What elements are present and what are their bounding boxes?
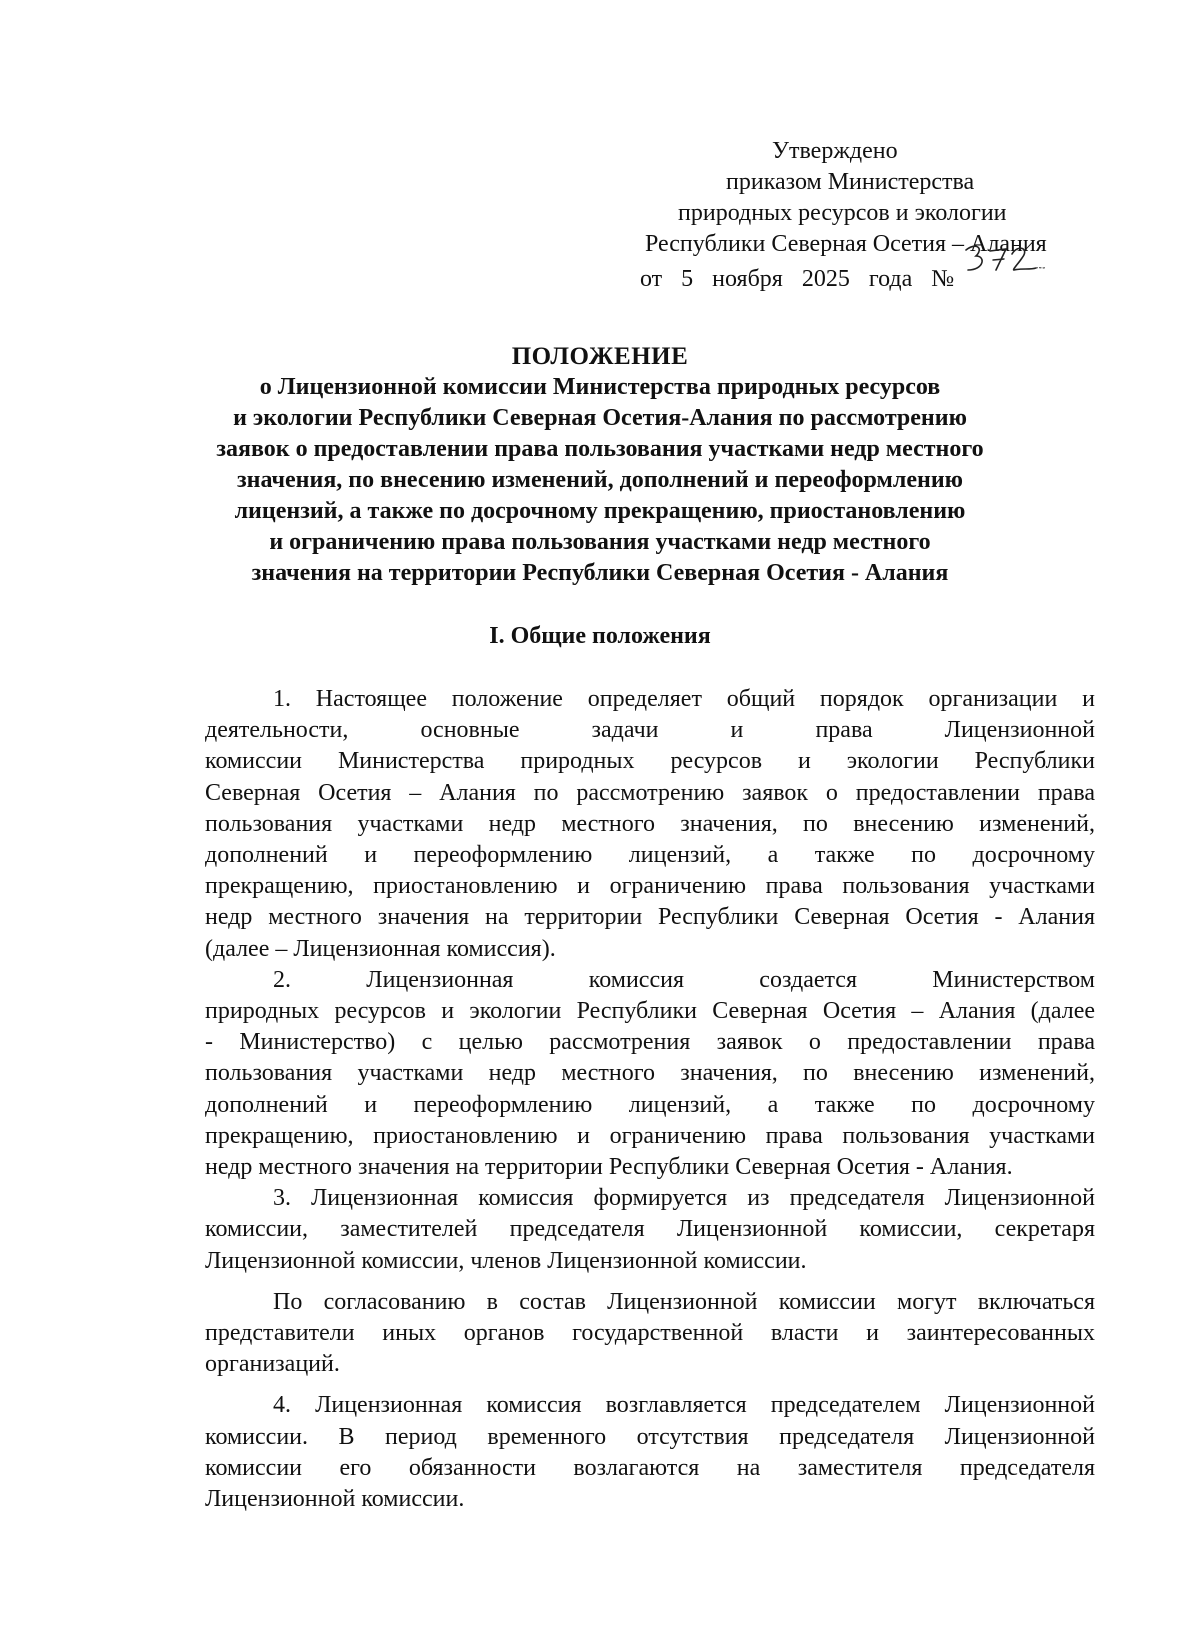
paragraph-3b: [205, 1287, 1095, 1381]
paragraph-line: прекращению, приостановлению и ограничению права пользования участками: [205, 873, 1095, 900]
paragraph-3: [205, 1183, 1095, 1277]
paragraph-line: комиссии, заместителей председателя Лицензионной комиссии, секретаря: [205, 1216, 1095, 1243]
approval-block: [640, 136, 1100, 295]
approval-line-approved: Утверждено: [772, 138, 898, 164]
paragraph-line: пользования участками недр местного значения, по внесению изменений,: [205, 1060, 1095, 1087]
title-line: значения, по внесению изменений, дополнений и переоформлению: [236, 467, 964, 493]
paragraph-gap: [205, 1277, 1095, 1287]
paragraph-2: [205, 965, 1095, 1183]
paragraph-line: недр местного значения на территории Республики Северная Осетия - Алания: [205, 904, 1095, 931]
approval-line-order: приказом Министерства: [726, 169, 975, 195]
handwritten-number-icon: [962, 260, 1052, 286]
section-heading: I. Общие положения: [489, 623, 711, 649]
paragraph-line: недр местного значения на территории Республики Северная Осетия - Алания.: [205, 1154, 1013, 1181]
title-line: о Лицензионной комиссии Министерства природных ресурсов: [259, 374, 941, 400]
paragraph-line: дополнений и переоформлению лицензий, а также по досрочному: [205, 1091, 1095, 1118]
date-word: года: [868, 266, 913, 292]
document-title: ПОЛОЖЕНИЕ: [511, 343, 689, 370]
date-month: ноября: [712, 266, 783, 292]
paragraph-1: [205, 684, 1095, 965]
paragraph-line: 1. Настоящее положение определяет общий порядок организации и: [273, 686, 1095, 712]
paragraph-line: По согласованию в состав Лицензионной комиссии могут включаться: [273, 1288, 1095, 1315]
approval-date-line: [640, 260, 1100, 295]
title-line: и экологии Республики Северная Осетия-Алания по рассмотрению: [233, 405, 967, 431]
paragraph-line: - Министерство) с целью рассмотрения заявок о предоставлении права: [205, 1029, 1095, 1056]
document-body: [205, 684, 1095, 1515]
date-day: 5: [681, 266, 694, 292]
document-title-block: [150, 341, 1050, 589]
paragraph-gap: [205, 1380, 1095, 1390]
paragraph-line: 3. Лицензионная комиссия формируется из председателя Лицензионной: [273, 1185, 1095, 1212]
paragraph-line: Лицензионной комиссии, членов Лицензионной комиссии.: [205, 1247, 807, 1274]
paragraph-line: пользования участками недр местного значения, по внесению изменений,: [205, 810, 1095, 837]
paragraph-4: [205, 1390, 1095, 1515]
paragraph-line: комиссии. В период временного отсутствия председателя Лицензионной: [205, 1423, 1095, 1450]
number-sign: №: [931, 266, 955, 292]
paragraph-line: организаций.: [205, 1351, 340, 1378]
paragraph-line: Лицензионной комиссии.: [205, 1486, 465, 1513]
approval-line-republic: Республики Северная Осетия – Алания: [645, 231, 1047, 257]
paragraph-line: комиссии Министерства природных ресурсов и экологии Республики: [205, 748, 1095, 775]
date-year: 2025: [801, 266, 850, 292]
paragraph-line: представители иных органов государственной власти и заинтересованных: [205, 1320, 1095, 1347]
paragraph-line: деятельности, основные задачи и права Лицензионной: [205, 717, 1095, 744]
approval-line-ministry: природных ресурсов и экологии: [678, 200, 1007, 226]
paragraph-line: прекращению, приостановлению и ограничению права пользования участками: [205, 1122, 1095, 1149]
paragraph-line: комиссии его обязанности возлагаются на заместителя председателя: [205, 1454, 1095, 1481]
paragraph-line: (далее – Лицензионная комиссия).: [205, 935, 556, 962]
title-line: лицензий, а также по досрочному прекращению, приостановлению: [234, 498, 966, 524]
paragraph-line: 4. Лицензионная комиссия возглавляется председателем Лицензионной: [273, 1392, 1095, 1419]
title-line: значения на территории Республики Северная Осетия - Алания: [251, 560, 949, 586]
paragraph-line: природных ресурсов и экологии Республики Северная Осетия – Алания (далее: [205, 998, 1095, 1025]
title-line: и ограничению права пользования участками недр местного: [269, 529, 931, 555]
paragraph-line: Северная Осетия – Алания по рассмотрению заявок о предоставлении права: [205, 779, 1095, 806]
paragraph-line: 2. Лицензионная комиссия создается Министерством: [273, 966, 1095, 993]
title-line: заявок о предоставлении права пользования участками недр местного: [216, 436, 984, 462]
date-from: от: [640, 266, 663, 292]
paragraph-line: дополнений и переоформлению лицензий, а также по досрочному: [205, 842, 1095, 869]
